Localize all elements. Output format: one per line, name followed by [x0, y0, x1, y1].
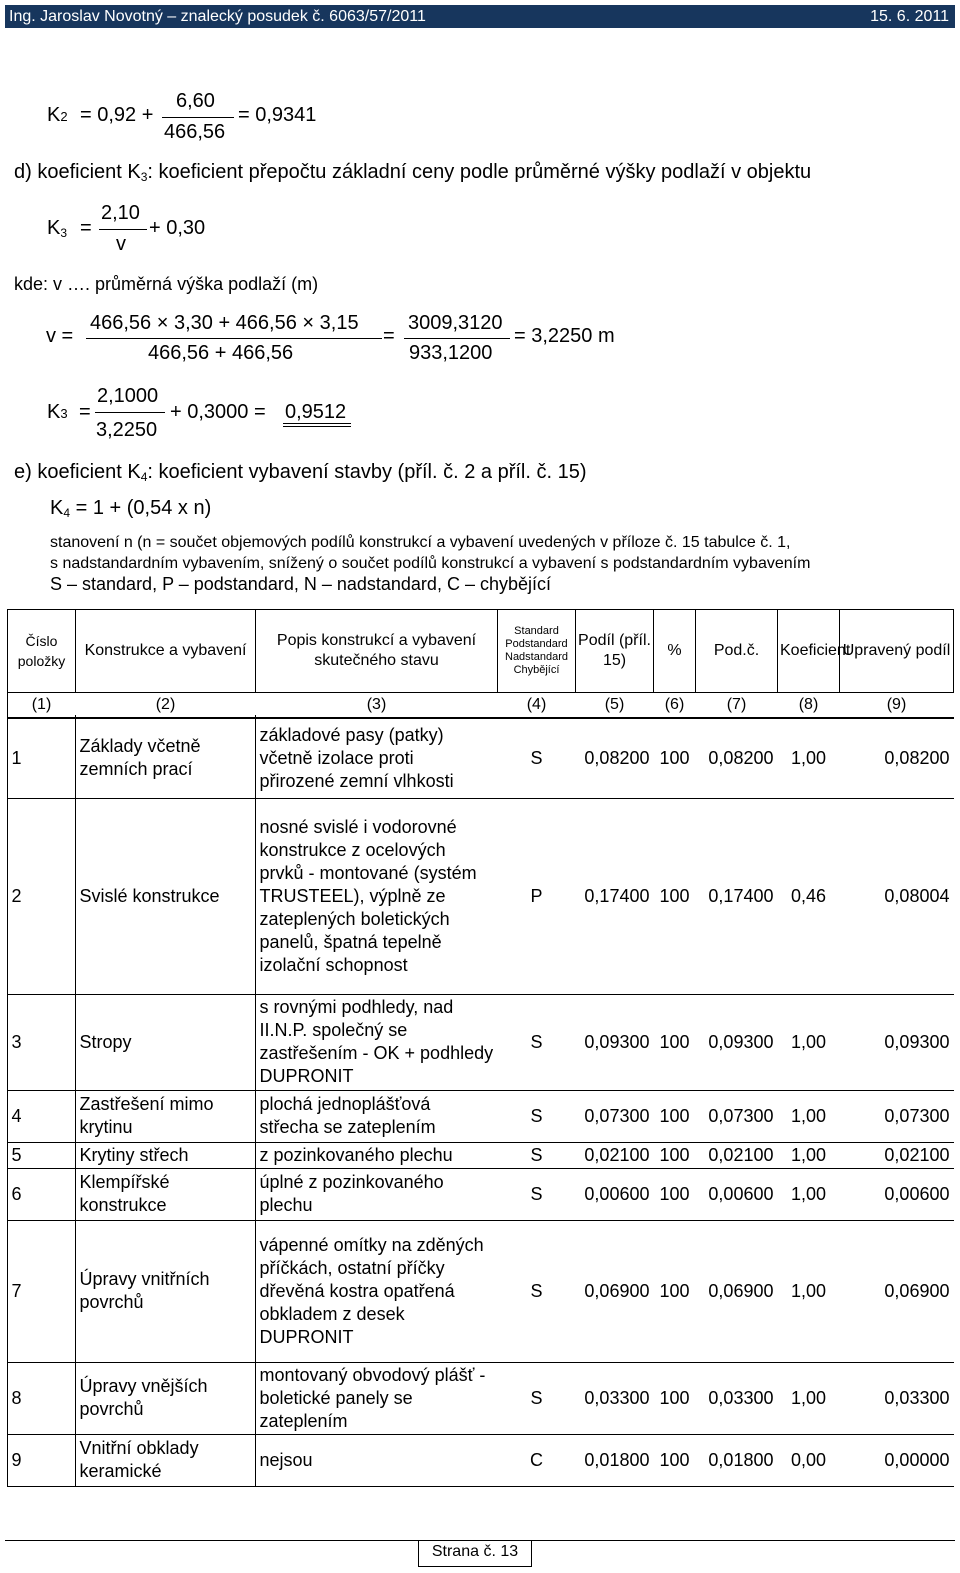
table-row: 7 Úpravy vnitřních povrchů vápenné omítky na zděných příčkách, ostatní příčky dřevěná kostra opatřená obkladem z desek DUPRONIT S 0,06900 100 0,06900 1,00 0,06900: [8, 1220, 954, 1362]
k3calc-den: 3,2250: [96, 419, 158, 441]
note-line-2: s nadstandardním vybavením, snížený o součet podílů konstrukcí a vybavení s podstandardním vybavením: [50, 555, 811, 572]
v-result: = 3,2250 m: [514, 325, 615, 347]
table-row: 5 Krytiny střech z pozinkovaného plechu S 0,02100 100 0,02100 1,00 0,02100: [8, 1142, 954, 1168]
k3calc-num: 2,1000: [97, 385, 159, 407]
page-number: Strana č. 13: [418, 1540, 532, 1567]
header-title: Ing. Jaroslav Novotný – znalecký posudek č. 6063/57/2011: [9, 8, 426, 25]
table-row: 9 Vnitřní obklady keramické nejsou C 0,01800 100 0,01800 0,00 0,00000: [8, 1434, 954, 1486]
v-den: 466,56 + 466,56: [148, 342, 294, 364]
v-num2: 3009,3120: [408, 312, 503, 334]
k2-den: 466,56: [164, 121, 226, 143]
header-pct: %: [654, 610, 696, 693]
note-line-3: S – standard, P – podstandard, N – nadstandard, C – chybějící: [50, 574, 551, 594]
kde-note: kde: v …. průměrná výška podlaží (m): [14, 274, 319, 294]
section-e-title: e) koeficient $K_4$: koeficient vybavení stavby (příl. č. 2 a příl. č. 15): [14, 461, 587, 484]
header-standard: Standard Podstandard Nadstandard Chybějící: [498, 610, 576, 693]
v-den2: 933,1200: [409, 342, 493, 364]
header-koef: Koeficient: [778, 610, 840, 693]
table-row: 6 Klempířské konstrukce úplné z pozinkovaného plechu S 0,00600 100 0,00600 1,00 0,00600: [8, 1168, 954, 1220]
k3-den: v: [116, 233, 126, 255]
k2-result: = 0,9341: [238, 104, 317, 126]
table-row: 1 Základy včetně zemních prací základové pasy (patky) včetně izolace proti přirozené zemní vlhkosti S 0,08200 100 0,08200 1,00 0,08200: [8, 718, 954, 798]
header-podc: Pod.č.: [696, 610, 778, 693]
table-number-row: (1) (2) (3) (4) (5) (6) (7) (8) (9): [8, 693, 954, 719]
table-row: 8 Úpravy vnějších povrchů montovaný obvodový plášť - boletické panely se zateplením S 0,03300 100 0,03300 1,00 0,03300: [8, 1362, 954, 1434]
k2-eq: = 0,92 +: [80, 104, 154, 126]
header-podil: Podíl (příl. 15): [576, 610, 654, 693]
section-d-title: d) koeficient $K_3$: koeficient přepočtu základní ceny podle průměrné výšky podlaží v objektu: [14, 161, 812, 184]
document-header: [5, 5, 955, 28]
k3calc-result: 0,9512: [285, 401, 347, 423]
table-header-row: [8, 610, 954, 693]
table-row: 2 Svislé konstrukce nosné svislé i vodorovné konstrukce z ocelových prvků - montované (systém TRUSTEEL), výplně ze zateplených boletických panelů, špatná tepelně izolační schopnost P 0,17400 100 0,17400 0,46 0,08004: [8, 798, 954, 994]
note-line-1: stanovení n (n = součet objemových podílů konstrukcí a vybavení uvedených v příloze č. 15 tabulce č. 1,: [50, 534, 791, 551]
k3-num: 2,10: [101, 202, 140, 224]
k2-num: 6,60: [176, 90, 215, 112]
v-num: 466,56 × 3,30 + 466,56 × 3,15: [90, 312, 359, 334]
header-date: 15. 6. 2011: [870, 8, 949, 25]
header-konstrukce: Konstrukce a vybavení: [76, 610, 256, 693]
header-cislo: Číslo položky: [8, 610, 76, 693]
construction-table: [7, 609, 954, 1487]
k2-sub: 2: [60, 109, 68, 124]
k4-formula: $K_4 = 1 + (0,54$ x n): [50, 497, 212, 520]
table-row: 3 Stropy s rovnými podhledy, nad II.N.P. společný se zastřešením - OK + podhledy DUPRONIT S 0,09300 100 0,09300 1,00 0,09300: [8, 994, 954, 1090]
table-row: 4 Zastřešení mimo krytinu plochá jednoplášťová střecha se zateplením S 0,07300 100 0,07300 1,00 0,07300: [8, 1090, 954, 1142]
k2-lhs: K: [47, 104, 61, 126]
header-upraveny: Upravený podíl: [840, 610, 954, 693]
header-popis: Popis konstrukcí a vybavení skutečného stavu: [256, 610, 498, 693]
